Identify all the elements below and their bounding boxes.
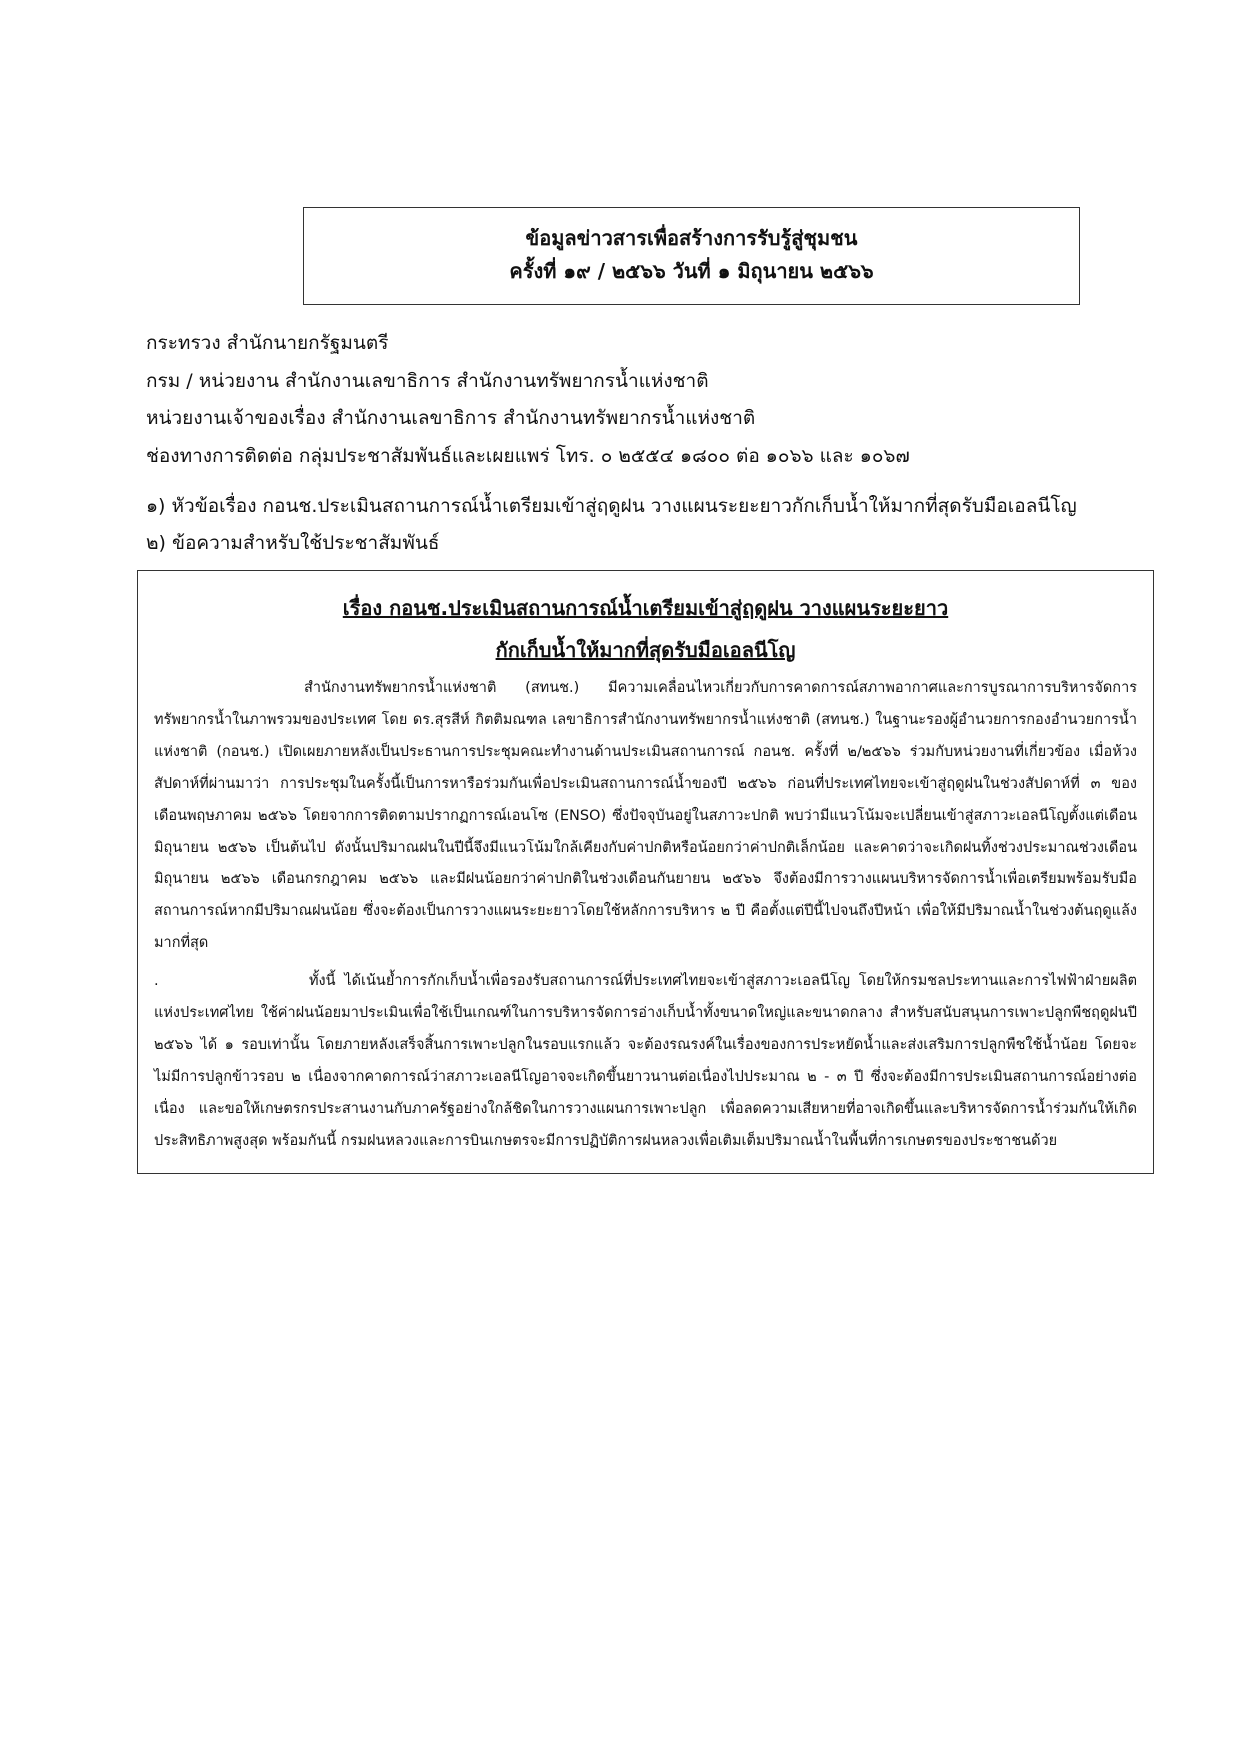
topic-section	[146, 488, 1146, 562]
content-paragraph-1	[154, 673, 1137, 960]
meta-info	[146, 325, 1146, 475]
topic-item-2: ๒) ข้อความสำหรับใช้ประชาสัมพันธ์	[146, 532, 440, 554]
meta-contact: ช่องทางการติดต่อ กลุ่มประชาสัมพันธ์และเผยแพร่ โทร. ๐ ๒๕๕๔ ๑๘๐๐ ต่อ ๑๐๖๖ และ ๑๐๖๗	[146, 444, 910, 467]
header-title: ข้อมูลข่าวสารเพื่อสร้างการรับรู้สู่ชุมชน	[525, 226, 858, 250]
content-title-line-1: เรื่อง กอนช.ประเมินสถานการณ์น้ำเตรียมเข้าสู่ฤดูฝน วางแผนระยะยาว	[342, 596, 949, 620]
header-issue-line: ครั้งที่ ๑๙ / ๒๕๖๖ วันที่ ๑ มิถุนายน ๒๕๖๖	[509, 259, 874, 283]
header-box	[303, 207, 1080, 305]
content-paragraph-2	[154, 966, 1137, 1157]
press-release-box	[137, 570, 1154, 1174]
meta-department: กรม / หน่วยงาน สำนักงานเลขาธิการ สำนักงานทรัพยากรน้ำแห่งชาติ	[146, 369, 709, 392]
meta-ministry: กระทรวง สำนักนายกรัฐมนตรี	[146, 332, 389, 354]
paragraph-1-text: สำนักงานทรัพยากรน้ำแห่งชาติ (สทนช.) มีความเคลื่อนไหวเกี่ยวกับการคาดการณ์สภาพอากาศและการบูรณาการบริหารจัดการทรัพยากรน้ำในภาพรวมของประเทศ โดย ดร.สุรสีห์ กิตติมณฑล เลขาธิการสำนักงานทรัพยากรน้ำแห่งชาติ (สทนช.) ในฐานะรองผู้อำนวยการกองอำนวยการน้ำแห่งชาติ (กอนช.) เปิดเผยภายหลังเป็นประธานการประชุมคณะทำงานด้านประเมินสถานการณ์ กอนช. ครั้งที่ ๒/๒๕๖๖ ร่วมกับหน่วยงานที่เกี่ยวข้อง เมื่อห้วงสัปดาห์ที่ผ่านมาว่า การประชุมในครั้งนี้เป็นการหารือร่วมกันเพื่อประเมินสถานการณ์น้ำของปี ๒๕๖๖ ก่อนที่ประเทศไทยจะเข้าสู่ฤดูฝนในช่วงสัปดาห์ที่ ๓ ของเดือนพฤษภาคม ๒๕๖๖ โดยจากการติดตามปรากฏการณ์เอนโซ (ENSO) ซึ่งปัจจุบันอยู่ในสภาวะปกติ พบว่ามีแนวโน้มจะเปลี่ยนเข้าสู่สภาวะเอลนีโญตั้งแต่เดือนมิถุนายน ๒๕๖๖ เป็นต้นไป ดังนั้นปริมาณฝนในปีนี้จึงมีแนวโน้มใกล้เคียงกับค่าปกติหรือน้อยกว่าค่าปกติเล็กน้อย และคาดว่าจะเกิดฝนทิ้งช่วงประมาณช่วงเดือนมิถุนายน ๒๕๖๖ เดือนกรกฎาคม ๒๕๖๖ และมีฝนน้อยกว่าค่าปกติในช่วงเดือนกันยายน ๒๕๖๖ จึงต้องมีการวางแผนบริหารจัดการน้ำเพื่อเตรียมพร้อมรับมือสถานการณ์หากมีปริมาณฝนน้อย ซึ่งจะต้องเป็นการวางแผนระยะยาวโดยใช้หลักการบริหาร ๒ ปี คือตั้งแต่ปีนี้ไปจนถึงปีหน้า เพื่อให้มีปริมาณน้ำในช่วงต้นฤดูแล้งมากที่สุด	[154, 680, 1137, 952]
content-title-line-2: กักเก็บน้ำให้มากที่สุดรับมือเอลนีโญ	[495, 638, 796, 662]
paragraph-2-prefix: .	[154, 973, 159, 990]
paragraph-2-text: ทั้งนี้ ได้เน้นย้ำการกักเก็บน้ำเพื่อรองรับสถานการณ์ที่ประเทศไทยจะเข้าสู่สภาวะเอลนีโญ โดยให้กรมชลประทานและการไฟฟ้าฝ่ายผลิตแห่งประเทศไทย ใช้ค่าฝนน้อยมาประเมินเพื่อใช้เป็นเกณฑ์ในการบริหารจัดการอ่างเก็บน้ำทั้งขนาดใหญ่และขนาดกลาง สำหรับสนับสนุนการเพาะปลูกพืชฤดูฝนปี ๒๕๖๖ ได้ ๑ รอบเท่านั้น โดยภายหลังเสร็จสิ้นการเพาะปลูกในรอบแรกแล้ว จะต้องรณรงค์ในเรื่องของการประหยัดน้ำและส่งเสริมการปลูกพืชใช้น้ำน้อย โดยจะไม่มีการปลูกข้าวรอบ ๒ เนื่องจากคาดการณ์ว่าสภาวะเอลนีโญอาจจะเกิดขึ้นยาวนานต่อเนื่องไปประมาณ ๒ - ๓ ปี ซึ่งจะต้องมีการประเมินสถานการณ์อย่างต่อเนื่อง และขอให้เกษตรกรประสานงานกับภาครัฐอย่างใกล้ชิดในการวางแผนการเพาะปลูก เพื่อลดความเสียหายที่อาจเกิดขึ้นและบริหารจัดการน้ำร่วมกันให้เกิดประสิทธิภาพสูงสุด พร้อมกันนี้ กรมฝนหลวงและการบินเกษตรจะมีการปฏิบัติการฝนหลวงเพื่อเติมเต็มปริมาณน้ำในพื้นที่การเกษตรของประชาชนด้วย	[154, 973, 1137, 1149]
topic-item-1: ๑) หัวข้อเรื่อง กอนช.ประเมินสถานการณ์น้ำเตรียมเข้าสู่ฤดูฝน วางแผนระยะยาวกักเก็บน้ำให้มากที่สุดรับมือเอลนีโญ	[146, 495, 1077, 517]
meta-owner: หน่วยงานเจ้าของเรื่อง สำนักงานเลขาธิการ สำนักงานทรัพยากรน้ำแห่งชาติ	[146, 407, 756, 429]
